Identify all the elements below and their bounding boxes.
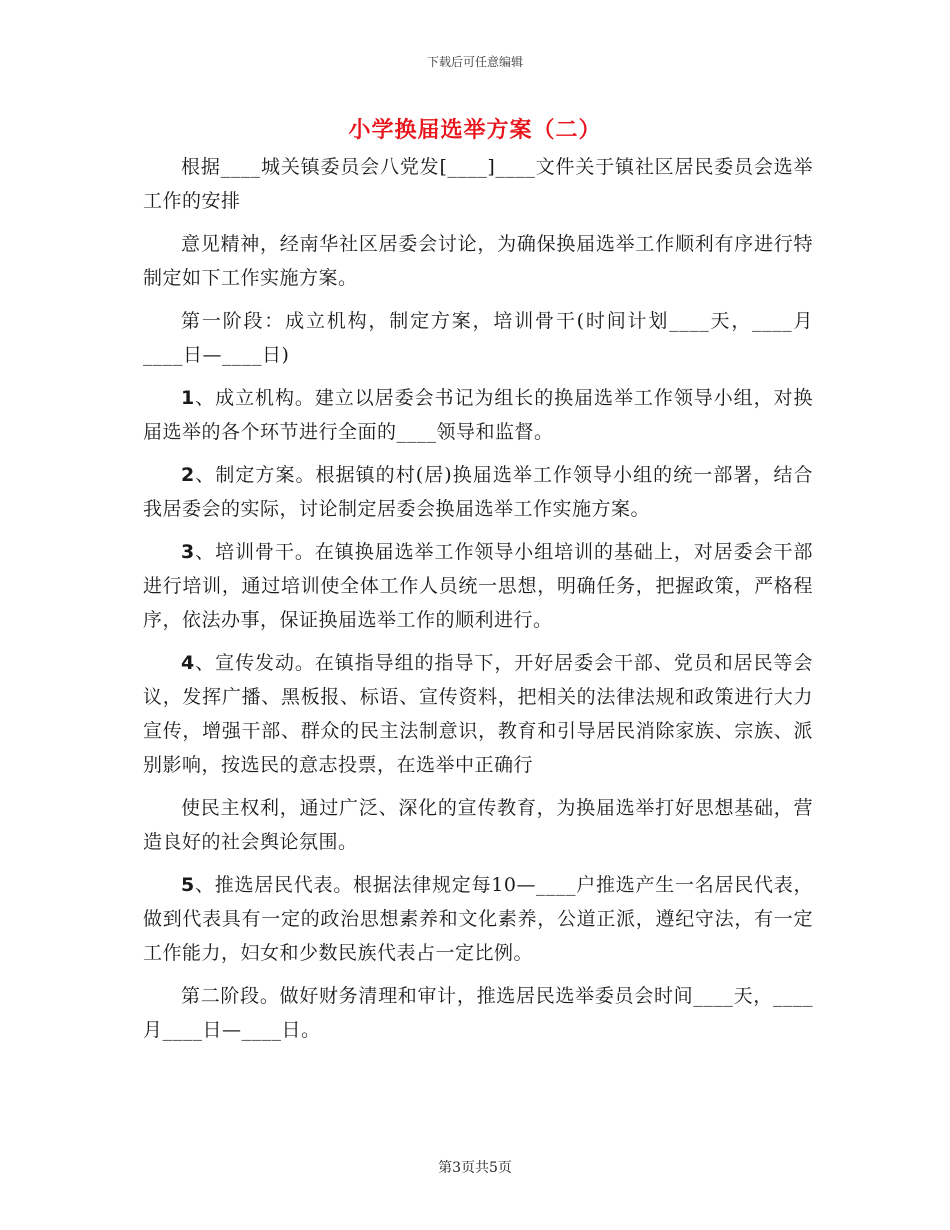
- paragraph-item-4: [143, 646, 813, 782]
- paragraph-1: 根据____城关镇委员会八党发[____]____文件关于镇社区居民委员会选举工作的安排: [143, 156, 813, 212]
- paragraph-stage-2: 第二阶段。做好财务清理和审计，推选居民选举委员会时间____天，____月____日—____日。: [143, 985, 813, 1041]
- item-number: 2: [181, 464, 195, 486]
- item-number: 3: [181, 541, 195, 563]
- document-title: 小学换届选举方案（二）: [348, 117, 602, 143]
- paragraph-stage-1: 第一阶段：成立机构，制定方案，培训骨干(时间计划____天，____月____日—____日): [143, 310, 813, 366]
- paragraph-continuation: 使民主权利，通过广泛、深化的宣传教育，为换届选举打好思想基础，营造良好的社会舆论氛围。: [143, 797, 813, 853]
- item-number: 1: [181, 387, 195, 409]
- item-text: 、培训骨干。在镇换届选举工作领导小组培训的基础上，对居委会干部进行培训，通过培训使全体工作人员统一思想，明确任务，把握政策，严格程序，依法办事，保证换届选举工作的顺利进行。: [143, 541, 813, 631]
- page-header: 下载后可任意编辑: [426, 55, 523, 69]
- item-text: 、宣传发动。在镇指导组的指导下，开好居委会干部、党员和居民等会议，发挥广播、黑板报、标语、宣传资料，把相关的法律法规和政策进行大力宣传，增强干部、群众的民主法制意识，教育和引导居民消除家族、宗族、派别影响，按选民的意志投票，在选举中正确行: [143, 652, 813, 776]
- paragraph-item-3: [143, 535, 813, 637]
- item-number: 5: [181, 874, 195, 896]
- document-body: [143, 150, 813, 1056]
- paragraph-item-2: [143, 458, 813, 526]
- page-footer: 第3页共5页: [438, 1160, 512, 1176]
- item-number: 4: [181, 652, 195, 674]
- item-text: 、制定方案。根据镇的村(居)换届选举工作领导小组的统一部署，结合我居委会的实际，讨论制定居委会换届选举工作实施方案。: [143, 464, 813, 520]
- item-text: 、推选居民代表。根据法律规定每10—____户推选产生一名居民代表，做到代表具有一定的政治思想素养和文化素养，公道正派，遵纪守法，有一定工作能力，妇女和少数民族代表占一定比例。: [143, 874, 813, 964]
- item-text: 、成立机构。建立以居委会书记为组长的换届选举工作领导小组，对换届选举的各个环节进行全面的____领导和监督。: [143, 387, 813, 443]
- paragraph-item-1: [143, 381, 813, 449]
- paragraph-2: 意见精神，经南华社区居委会讨论，为确保换届选举工作顺利有序进行特制定如下工作实施方案。: [143, 233, 813, 289]
- paragraph-item-5: [143, 868, 813, 970]
